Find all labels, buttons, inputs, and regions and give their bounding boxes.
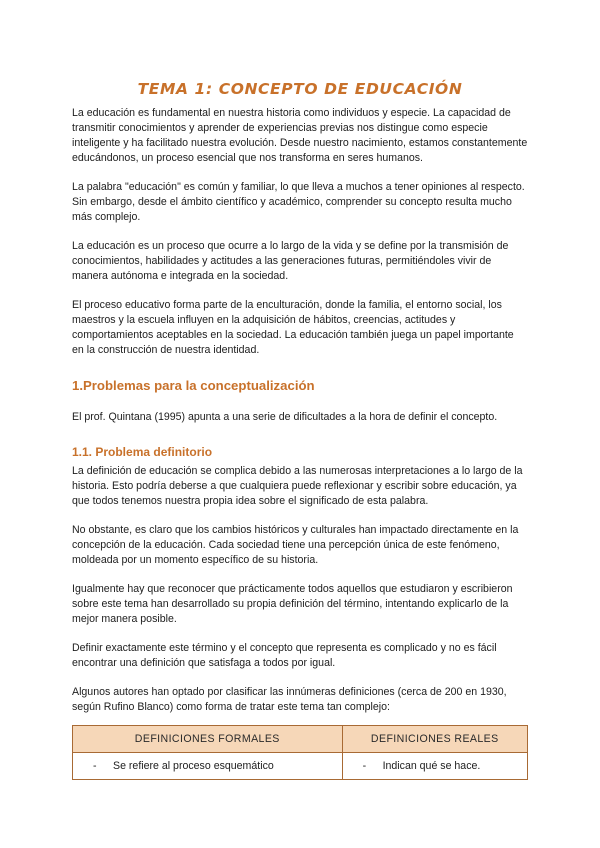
subsection-heading-problema-definitorio: 1.1. Problema definitorio (72, 445, 213, 459)
intro-paragraph-3: La educación es un proceso que ocurre a lo largo de la vida y se define por la transmisión de conocimientos, habilidades y actitudes a las generaciones futuras, permitiéndoles vivir de manera autónoma e integrada en la sociedad. (72, 240, 509, 282)
table-header-formales: DEFINICIONES FORMALES (73, 726, 343, 753)
table-cell-formales (73, 753, 343, 780)
definitorio-paragraph-3: Igualmente hay que reconocer que prácticamente todos aquellos que estudiaron y escribieron sobre este tema han desarrollado su propia definición del término, intentando explicarlo de la mejor manera posible. (72, 583, 513, 625)
page-title: TEMA 1: CONCEPTO DE EDUCACIÓN (137, 80, 463, 98)
intro-paragraph-1: La educación es fundamental en nuestra historia como individuos y especie. La capacidad de transmitir conocimientos y aprender de experiencias previas nos distingue como especie inteligente y ha facilitado nuestra evolución. Desde nuestro nacimiento, estamos constantemente educándonos, un proceso esencial que nos transforma en seres humanos. (72, 107, 528, 164)
definitorio-paragraph-5: Algunos autores han optado por clasificar las innúmeras definiciones (cerca de 200 en 1930, según Rufino Blanco) como forma de tratar este tema tan complejo: (72, 686, 507, 713)
table-header-row (73, 726, 528, 753)
table-row (73, 753, 528, 780)
intro-paragraph-2: La palabra "educación" es común y familiar, lo que lleva a muchos a tener opiniones al respecto. Sin embargo, desde el ámbito científico y académico, comprender su concepto resulta mucho más complejo. (72, 181, 525, 223)
definitorio-paragraph-2: No obstante, es claro que los cambios históricos y culturales han impactado directamente en la concepción de la educación. Cada sociedad tiene una percepción única de este fenómeno, moldeada por un momento específico de su historia. (72, 524, 519, 566)
table-header-reales: DEFINICIONES REALES (342, 726, 527, 753)
definitorio-paragraph-1: La definición de educación se complica debido a las numerosas interpretaciones a lo largo de la historia. Esto podría deberse a que cualquiera puede reflexionar y escribir sobre educación, ya que todos tenemos nuestra propia idea sobre el significado de esta palabra. (72, 465, 523, 507)
bullet-dash: - (93, 760, 97, 772)
intro-paragraph-4: El proceso educativo forma parte de la enculturación, donde la familia, el entorno social, los maestros y la escuela influyen en la adquisición de hábitos, creencias, actitudes y comportamientos aceptables en la sociedad. La educación también juega un papel importante en la construcción de nuestra identidad. (72, 299, 514, 356)
table-cell-reales (342, 753, 527, 780)
table-cell-reales-text: Indican qué se hace. (382, 760, 481, 772)
section-paragraph-quintana: El prof. Quintana (1995) apunta a una serie de dificultades a la hora de definir el concepto. (72, 411, 498, 423)
table-cell-formales-text: Se refiere al proceso esquemático (113, 760, 274, 772)
definitorio-paragraph-4: Definir exactamente este término y el concepto que representa es complicado y no es fácil encontrar una definición que satisfaga a todos por igual. (72, 642, 497, 669)
bullet-dash: - (362, 760, 367, 772)
definitions-table (72, 725, 528, 780)
section-heading-problemas: 1.Problemas para la conceptualización (72, 378, 315, 393)
